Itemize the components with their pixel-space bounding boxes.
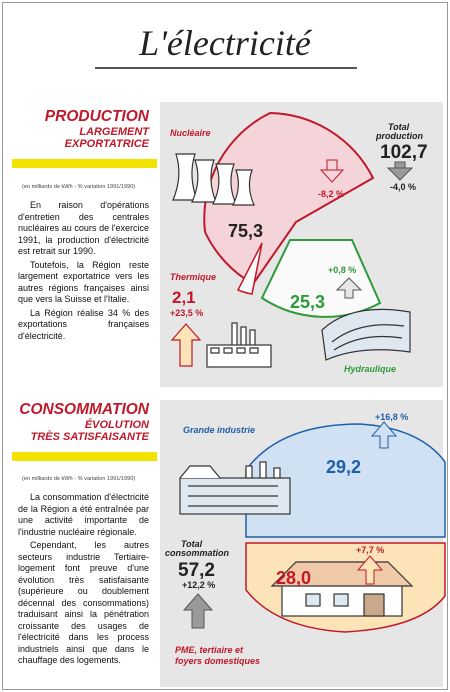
value-nucleaire: 75,3 [228, 221, 264, 241]
label-pme-2: foyers domestiques [175, 656, 261, 666]
label-grande-industrie: Grande industrie [183, 425, 256, 435]
production-heading-line1: PRODUCTION [44, 108, 149, 125]
production-heading-line3: EXPORTATRICE [64, 138, 149, 150]
consommation-heading-line1: CONSOMMATION [19, 401, 149, 418]
consommation-paragraph-2: Cependant, les autres secteurs industrie Tertiaire-logement font preuve d'une évolution très satisfaisante (supérieure ou doublement décennal des consommations) traduisant ainsi la pénétration croissante des usages de l'électricité dans les process industriels ainsi que dans le chauffage des logements. [18, 540, 149, 665]
label-nucleaire: Nucléaire [170, 128, 211, 138]
consommation-heading-line2: ÉVOLUTION [84, 419, 149, 431]
label-thermique: Thermique [170, 272, 217, 282]
value-pme: 28,0 [276, 568, 312, 588]
change-grande-industrie: +16,8 % [375, 412, 409, 422]
label-hydraulique: Hydraulique [344, 364, 397, 374]
value-grande-industrie: 29,2 [326, 457, 362, 477]
production-paragraph-3: La Région réalise 34 % des exportations françaises d'électricité. [18, 307, 149, 341]
page-title: L'électricité [139, 23, 311, 63]
production-paragraph-1: En raison d'opérations d'entretien des centrales nucléaires au cours de l'exercice 1991, la production d'électricité est retrait sur 1990. [18, 200, 149, 256]
label-pme-1: PME, tertiaire et [175, 645, 244, 655]
value-total-consommation: 57,2 [178, 560, 215, 581]
production-note: (en milliards de kWh - % variation 1991/1990) [22, 184, 136, 190]
consommation-heading-line3: TRÈS SATISFAISANTE [30, 431, 149, 443]
change-pme: +7,7 % [356, 545, 385, 555]
label-total-production-1: Total [388, 122, 410, 132]
change-total-consommation: +12,2 % [182, 580, 216, 590]
change-thermique: +23,5 % [170, 308, 204, 318]
consommation-paragraph-1: La consommation d'électricité de la Région a été entraînée par une activité importante de l'industrie nucléaire régionale. [18, 492, 149, 537]
production-paragraph-2: Toutefois, la Région reste largement exportatrice vers les autres régions françaises ainsi que vers la Suisse et l'Italie. [18, 259, 149, 304]
change-hydraulique: +0,8 % [328, 265, 357, 275]
value-total-production: 102,7 [380, 142, 428, 163]
label-total-consommation-1: Total [181, 539, 203, 549]
consommation-note: (en milliards de kWh - % variation 1991/1990) [22, 476, 136, 482]
total-consommation-up-arrow [184, 594, 212, 628]
value-hydraulique: 25,3 [290, 292, 326, 312]
label-total-production-2: production [376, 131, 423, 141]
production-heading-line2: LARGEMENT [79, 126, 149, 138]
value-thermique: 2,1 [172, 288, 196, 307]
change-nucleaire: -8,2 % [318, 189, 345, 199]
label-total-consommation-2: consommation [165, 548, 230, 558]
change-total-production: -4,0 % [390, 182, 417, 192]
factory-icon [180, 462, 290, 514]
